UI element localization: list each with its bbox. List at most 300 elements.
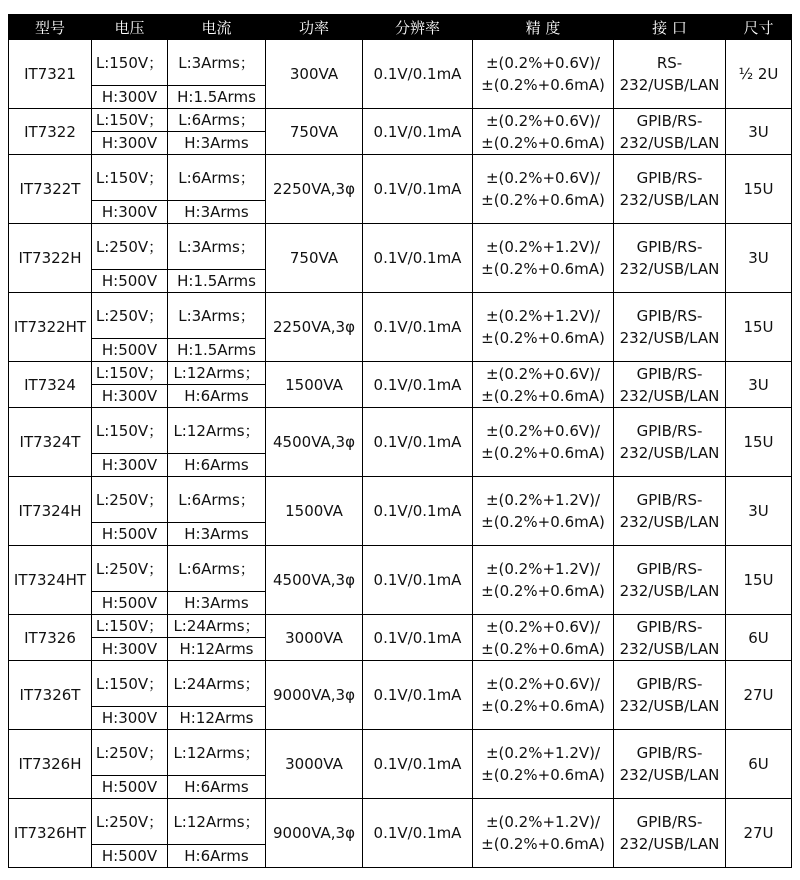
voltage-high-cell [92,845,168,868]
current-low-cell [168,661,266,707]
power-text: 4500VA,3φ [273,433,355,451]
voltage-low: L:250V； [95,490,164,509]
interface-cell [614,546,726,615]
interface-cell [614,615,726,661]
size-cell [726,477,792,546]
voltage-high-cell [92,270,168,293]
voltage-low-cell [92,224,168,270]
voltage-high-cell [92,201,168,224]
current-low-cell [168,477,266,523]
interface-line-2: 232/USB/LAN [619,260,720,278]
resolution-text: 0.1V/0.1mA [373,824,462,842]
accuracy-cell [473,40,614,109]
model-cell [9,661,92,730]
current-low-cell [168,408,266,454]
resolution-text: 0.1V/0.1mA [373,433,462,451]
interface-line-1: GPIB/RS- [636,364,703,383]
voltage-low-cell [92,730,168,776]
model-text: IT7324 [24,375,76,394]
power-text: 3000VA [285,628,343,647]
accuracy-line-2: ±(0.2%+0.6mA) [481,191,605,209]
resolution-cell [363,661,473,730]
current-low: L:6Arms； [178,111,255,129]
interface-line-1: GPIB/RS- [636,675,703,693]
size-text: 15U [743,571,774,589]
voltage-high: H:500V [101,847,158,865]
voltage-low: L:150V； [95,111,164,129]
voltage-high-cell [92,454,168,477]
resolution-cell [363,615,473,661]
voltage-high-cell [92,592,168,615]
power-cell [266,155,363,224]
power-cell [266,408,363,477]
accuracy-line-1: ±(0.2%+1.2V)/ [485,307,601,325]
current-low-cell [168,293,266,339]
power-cell [266,224,363,293]
interface-line-2: 232/USB/LAN [619,697,720,715]
accuracy-cell [473,546,614,615]
current-high: H:3Arms [184,525,249,543]
accuracy-cell [473,615,614,661]
current-high: H:6Arms [184,847,249,865]
interface-line-1: GPIB/RS- [636,111,703,130]
size-cell [726,661,792,730]
model-cell [9,155,92,224]
voltage-low: L:150V； [95,617,164,635]
table-row [9,799,792,845]
power-cell [266,362,363,408]
voltage-high-cell [92,707,168,730]
resolution-cell [363,109,473,155]
accuracy-cell [473,408,614,477]
current-high-cell [168,776,266,799]
table-row [9,546,792,592]
table-row [9,40,792,86]
resolution-cell [363,293,473,362]
voltage-high-cell [92,86,168,109]
resolution-text: 0.1V/0.1mA [373,249,462,267]
voltage-high: H:300V [101,134,158,152]
accuracy-line-1: ±(0.2%+0.6V)/ [485,364,601,383]
accuracy-cell [473,293,614,362]
model-cell [9,615,92,661]
power-text: 9000VA,3φ [273,686,355,704]
interface-line-1: GPIB/RS- [636,560,703,578]
resolution-cell [363,224,473,293]
model-cell [9,477,92,546]
interface-line-2: 232/USB/LAN [619,444,720,462]
current-high: H:3Arms [184,134,249,152]
voltage-low-cell [92,109,168,132]
size-cell [726,362,792,408]
current-high: H:6Arms [184,456,249,474]
size-text: 3U [748,249,769,267]
model-text: IT7324T [19,433,81,451]
interface-cell [614,730,726,799]
voltage-low-cell [92,408,168,454]
model-text: IT7321 [24,65,76,83]
accuracy-cell [473,155,614,224]
interface-line-2: 232/USB/LAN [619,133,720,152]
size-text: 15U [743,180,774,198]
model-cell [9,362,92,408]
size-cell [726,799,792,868]
accuracy-line-1: ±(0.2%+0.6V)/ [485,675,601,693]
model-text: IT7326T [19,686,81,704]
resolution-cell [363,799,473,868]
accuracy-cell [473,477,614,546]
size-text: 3U [748,122,769,141]
interface-line-2: 232/USB/LAN [619,582,720,600]
size-cell [726,155,792,224]
voltage-high-cell [92,385,168,408]
current-low: L:6Arms； [178,168,255,187]
interface-cell [614,293,726,362]
accuracy-cell [473,109,614,155]
model-text: IT7326H [18,755,82,773]
model-cell [9,40,92,109]
size-text: 3U [748,375,769,394]
resolution-text: 0.1V/0.1mA [373,375,462,394]
interface-cell [614,109,726,155]
resolution-text: 0.1V/0.1mA [373,180,462,198]
current-high: H:3Arms [184,203,249,221]
power-text: 2250VA,3φ [273,318,355,336]
model-cell [9,109,92,155]
voltage-low-cell [92,661,168,707]
accuracy-line-1: ±(0.2%+1.2V)/ [485,813,601,831]
power-cell [266,799,363,868]
resolution-text: 0.1V/0.1mA [373,65,462,83]
current-high-cell [168,638,266,661]
voltage-high-cell [92,638,168,661]
voltage-high: H:500V [101,778,158,796]
voltage-high: H:300V [101,88,158,106]
table-row [9,224,792,270]
header-resolution: 分辨率 [363,15,473,40]
power-cell [266,477,363,546]
power-text: 4500VA,3φ [273,571,355,589]
header-voltage: 电压 [92,15,168,40]
model-cell [9,224,92,293]
header-size: 尺寸 [726,15,792,40]
interface-line-1: RS- [656,54,683,72]
interface-cell [614,661,726,730]
current-low-cell [168,799,266,845]
accuracy-line-1: ±(0.2%+0.6V)/ [485,617,601,636]
interface-line-1: GPIB/RS- [636,422,703,440]
current-high: H:1.5Arms [177,341,256,359]
current-high: H:6Arms [184,387,249,405]
voltage-high: H:300V [101,387,158,405]
interface-cell [614,155,726,224]
current-low: L:12Arms； [173,743,260,762]
model-text: IT7326HT [13,824,87,842]
size-text: 15U [743,318,774,336]
power-text: 300VA [289,65,339,83]
table-header [9,15,792,40]
interface-cell [614,799,726,868]
accuracy-cell [473,362,614,408]
model-text: IT7322 [24,122,76,141]
resolution-text: 0.1V/0.1mA [373,502,462,520]
voltage-high: H:500V [101,272,158,290]
voltage-low: L:150V； [95,674,164,693]
voltage-low-cell [92,293,168,339]
power-text: 3000VA [285,755,343,773]
size-cell [726,408,792,477]
voltage-high: H:500V [101,341,158,359]
current-high: H:12Arms [179,709,254,727]
table-row [9,730,792,776]
current-high-cell [168,845,266,868]
size-cell [726,293,792,362]
current-low: L:24Arms； [173,617,260,635]
voltage-high: H:300V [101,709,158,727]
current-high: H:12Arms [179,640,254,658]
voltage-low-cell [92,40,168,86]
accuracy-line-1: ±(0.2%+1.2V)/ [485,560,601,578]
accuracy-line-1: ±(0.2%+0.6V)/ [485,111,601,130]
resolution-cell [363,477,473,546]
current-high-cell [168,339,266,362]
spec-table [8,14,792,868]
model-text: IT7326 [24,628,76,647]
current-low: L:6Arms； [178,559,255,578]
voltage-low: L:250V； [95,306,164,325]
interface-cell [614,362,726,408]
voltage-high: H:300V [101,456,158,474]
power-text: 9000VA,3φ [273,824,355,842]
size-cell [726,546,792,615]
resolution-text: 0.1V/0.1mA [373,318,462,336]
table-row [9,615,792,638]
voltage-high: H:300V [101,640,158,658]
accuracy-line-2: ±(0.2%+0.6mA) [481,835,605,853]
size-text: 27U [743,686,774,704]
voltage-high-cell [92,776,168,799]
current-high-cell [168,86,266,109]
voltage-low-cell [92,155,168,201]
header-power: 功率 [266,15,363,40]
size-text: 15U [743,433,774,451]
model-cell [9,799,92,868]
voltage-low: L:250V； [95,559,164,578]
accuracy-cell [473,661,614,730]
current-low-cell [168,224,266,270]
current-high: H:6Arms [184,778,249,796]
power-cell [266,661,363,730]
accuracy-line-2: ±(0.2%+0.6mA) [481,639,605,658]
table-row [9,362,792,385]
voltage-high: H:300V [101,203,158,221]
accuracy-line-2: ±(0.2%+0.6mA) [481,766,605,784]
current-low: L:3Arms； [178,306,255,325]
model-cell [9,730,92,799]
voltage-low-cell [92,362,168,385]
voltage-low-cell [92,477,168,523]
current-high: H:1.5Arms [177,88,256,106]
current-low: L:6Arms； [178,490,255,509]
model-text: IT7322T [19,180,81,198]
resolution-text: 0.1V/0.1mA [373,755,462,773]
power-text: 1500VA [285,502,343,520]
model-cell [9,546,92,615]
interface-cell [614,40,726,109]
interface-line-1: GPIB/RS- [636,617,703,636]
accuracy-line-2: ±(0.2%+0.6mA) [481,133,605,152]
table-row [9,293,792,339]
interface-line-1: GPIB/RS- [636,307,703,325]
accuracy-line-1: ±(0.2%+1.2V)/ [485,491,601,509]
resolution-cell [363,40,473,109]
voltage-low: L:150V； [95,421,164,440]
table-row [9,155,792,201]
current-low: L:12Arms； [173,364,260,382]
voltage-low: L:250V； [95,237,164,256]
current-low-cell [168,155,266,201]
resolution-text: 0.1V/0.1mA [373,122,462,141]
voltage-low-cell [92,799,168,845]
interface-cell [614,408,726,477]
resolution-text: 0.1V/0.1mA [373,628,462,647]
model-text: IT7322HT [13,318,87,336]
resolution-cell [363,362,473,408]
current-low: L:3Arms； [178,53,255,72]
header-interface: 接 口 [614,15,726,40]
interface-line-2: 232/USB/LAN [619,191,720,209]
current-high-cell [168,454,266,477]
voltage-high-cell [92,132,168,155]
interface-line-1: GPIB/RS- [636,813,703,831]
accuracy-cell [473,730,614,799]
accuracy-cell [473,224,614,293]
voltage-low: L:150V； [95,364,164,382]
current-high-cell [168,707,266,730]
power-text: 750VA [289,122,339,141]
current-high-cell [168,385,266,408]
power-text: 750VA [289,249,339,267]
interface-line-1: GPIB/RS- [636,744,703,762]
size-cell [726,40,792,109]
interface-line-2: 232/USB/LAN [619,766,720,784]
power-text: 2250VA,3φ [273,180,355,198]
model-text: IT7324HT [13,571,87,589]
table-row [9,661,792,707]
current-high-cell [168,132,266,155]
resolution-text: 0.1V/0.1mA [373,571,462,589]
accuracy-cell [473,799,614,868]
voltage-low: L:150V； [95,53,164,72]
header-current: 电流 [168,15,266,40]
interface-line-1: GPIB/RS- [636,491,703,509]
current-low: L:3Arms； [178,237,255,256]
size-text: 6U [748,755,769,773]
model-text: IT7324H [18,502,82,520]
model-cell [9,408,92,477]
current-low: L:12Arms； [173,421,260,440]
size-text: ½ 2U [738,65,779,83]
voltage-high-cell [92,523,168,546]
table-row [9,477,792,523]
interface-cell [614,477,726,546]
power-cell [266,293,363,362]
voltage-high: H:500V [101,594,158,612]
table-row [9,408,792,454]
voltage-low-cell [92,615,168,638]
accuracy-line-2: ±(0.2%+0.6mA) [481,513,605,531]
header-accuracy: 精 度 [473,15,614,40]
size-cell [726,224,792,293]
voltage-high-cell [92,339,168,362]
interface-cell [614,224,726,293]
current-low-cell [168,40,266,86]
size-text: 3U [748,502,769,520]
model-cell [9,293,92,362]
accuracy-line-2: ±(0.2%+0.6mA) [481,582,605,600]
current-low-cell [168,615,266,638]
size-cell [726,615,792,661]
current-low-cell [168,362,266,385]
current-high-cell [168,592,266,615]
accuracy-line-2: ±(0.2%+0.6mA) [481,697,605,715]
accuracy-line-2: ±(0.2%+0.6mA) [481,260,605,278]
interface-line-2: 232/USB/LAN [619,513,720,531]
size-cell [726,109,792,155]
power-cell [266,730,363,799]
interface-line-2: 232/USB/LAN [619,639,720,658]
interface-line-2: 232/USB/LAN [619,329,720,347]
interface-line-2: 232/USB/LAN [619,76,720,94]
current-low: L:12Arms； [173,812,260,831]
accuracy-line-1: ±(0.2%+0.6V)/ [485,422,601,440]
header-model: 型号 [9,15,92,40]
model-text: IT7322H [18,249,82,267]
current-low-cell [168,546,266,592]
accuracy-line-2: ±(0.2%+0.6mA) [481,444,605,462]
current-low-cell [168,730,266,776]
voltage-high: H:500V [101,525,158,543]
current-high-cell [168,201,266,224]
interface-line-1: GPIB/RS- [636,238,703,256]
accuracy-line-1: ±(0.2%+0.6V)/ [485,54,601,72]
current-high-cell [168,523,266,546]
current-high: H:3Arms [184,594,249,612]
voltage-low: L:250V； [95,743,164,762]
accuracy-line-2: ±(0.2%+0.6mA) [481,386,605,405]
interface-line-2: 232/USB/LAN [619,386,720,405]
power-cell [266,40,363,109]
accuracy-line-2: ±(0.2%+0.6mA) [481,329,605,347]
accuracy-line-2: ±(0.2%+0.6mA) [481,76,605,94]
size-cell [726,730,792,799]
resolution-cell [363,408,473,477]
current-low: L:24Arms； [173,674,260,693]
voltage-low: L:150V； [95,168,164,187]
table-body [9,40,792,868]
accuracy-line-1: ±(0.2%+1.2V)/ [485,238,601,256]
interface-line-2: 232/USB/LAN [619,835,720,853]
resolution-cell [363,546,473,615]
current-high-cell [168,270,266,293]
resolution-cell [363,730,473,799]
current-high: H:1.5Arms [177,272,256,290]
voltage-low-cell [92,546,168,592]
size-text: 6U [748,628,769,647]
power-cell [266,615,363,661]
accuracy-line-1: ±(0.2%+0.6V)/ [485,169,601,187]
voltage-low: L:250V； [95,812,164,831]
